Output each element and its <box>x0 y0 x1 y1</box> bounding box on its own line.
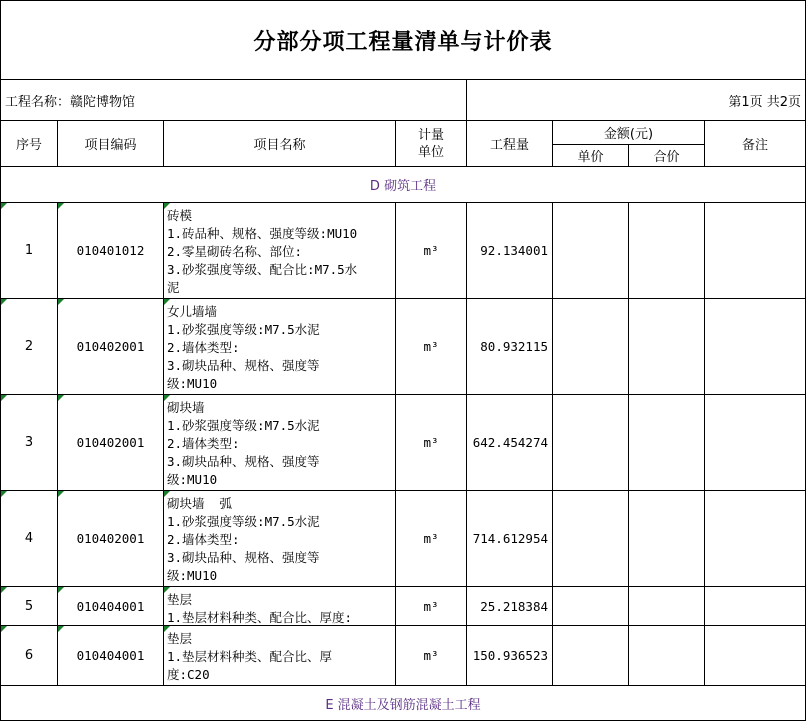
header-unit[interactable]: 计量 单位 <box>396 121 467 167</box>
cell-unit[interactable]: m³ <box>396 491 467 587</box>
cell-indicator-icon <box>1 626 7 632</box>
cell-indicator-icon <box>1 299 7 305</box>
cell-remark[interactable] <box>705 395 806 491</box>
cell-indicator-icon <box>164 299 170 305</box>
cell-code[interactable]: 010404001 <box>58 587 164 626</box>
header-remark[interactable]: 备注 <box>705 121 806 167</box>
cell-remark[interactable] <box>705 203 806 299</box>
cell-indicator-icon <box>1 587 7 593</box>
cell-quantity[interactable]: 25.218384 <box>467 587 553 626</box>
cell-indicator-icon <box>164 626 170 632</box>
cell-indicator-icon <box>58 587 64 593</box>
cell-code[interactable]: 010402001 <box>58 299 164 395</box>
cell-indicator-icon <box>1 491 7 497</box>
header-seq[interactable]: 序号 <box>1 121 58 167</box>
cell-indicator-icon <box>1 395 7 401</box>
cell-indicator-icon <box>58 626 64 632</box>
cell-total-price[interactable] <box>629 203 705 299</box>
cell-indicator-icon <box>164 491 170 497</box>
cell-item-name[interactable]: 垫层 1.垫层材料种类、配合比、厚 度:C20 <box>164 626 396 686</box>
cell-seq[interactable]: 2 <box>1 299 58 395</box>
cell-code[interactable]: 010401012 <box>58 203 164 299</box>
cell-unit-price[interactable] <box>553 491 629 587</box>
cell-quantity[interactable]: 714.612954 <box>467 491 553 587</box>
cell-quantity[interactable]: 80.932115 <box>467 299 553 395</box>
cell-unit[interactable]: m³ <box>396 203 467 299</box>
cell-indicator-icon <box>1 203 7 209</box>
cell-total-price[interactable] <box>629 299 705 395</box>
cell-item-name[interactable]: 砌块墙 弧 1.砂浆强度等级:M7.5水泥 2.墙体类型: 3.砌块品种、规格、强度等 级:MU10 <box>164 491 396 587</box>
section-heading-masonry[interactable]: D 砌筑工程 <box>1 167 806 203</box>
cell-indicator-icon <box>164 395 170 401</box>
cell-item-name[interactable]: 垫层 1.垫层材料种类、配合比、厚度: <box>164 587 396 626</box>
cell-indicator-icon <box>58 299 64 305</box>
header-total-price[interactable]: 合价 <box>629 145 705 167</box>
cell-quantity[interactable]: 150.936523 <box>467 626 553 686</box>
cell-indicator-icon <box>164 587 170 593</box>
cell-seq[interactable]: 5 <box>1 587 58 626</box>
cell-unit-price[interactable] <box>553 299 629 395</box>
cell-unit-price[interactable] <box>553 395 629 491</box>
cell-code[interactable]: 010404001 <box>58 626 164 686</box>
cell-item-name[interactable]: 女儿墙墙 1.砂浆强度等级:M7.5水泥 2.墙体类型: 3.砌块品种、规格、强度等 级:MU10 <box>164 299 396 395</box>
cell-seq[interactable]: 4 <box>1 491 58 587</box>
cell-remark[interactable] <box>705 587 806 626</box>
cell-unit-price[interactable] <box>553 587 629 626</box>
cell-item-name[interactable]: 砖模 1.砖品种、规格、强度等级:MU10 2.零星砌砖名称、部位: 3.砂浆强度等级、配合比:M7.5水 泥 <box>164 203 396 299</box>
page-title[interactable]: 分部分项工程量清单与计价表 <box>1 1 806 80</box>
header-unit-price[interactable]: 单价 <box>553 145 629 167</box>
cell-indicator-icon <box>58 491 64 497</box>
cell-quantity[interactable]: 642.454274 <box>467 395 553 491</box>
cell-remark[interactable] <box>705 491 806 587</box>
cell-remark[interactable] <box>705 299 806 395</box>
cell-total-price[interactable] <box>629 491 705 587</box>
cell-unit-price[interactable] <box>553 626 629 686</box>
cell-seq[interactable]: 3 <box>1 395 58 491</box>
cell-unit[interactable]: m³ <box>396 395 467 491</box>
cell-unit[interactable]: m³ <box>396 299 467 395</box>
cell-indicator-icon <box>58 203 64 209</box>
project-name-cell[interactable]: 工程名称：赣陀博物馆 <box>1 80 467 121</box>
cell-seq[interactable]: 6 <box>1 626 58 686</box>
cell-code[interactable]: 010402001 <box>58 395 164 491</box>
cell-unit[interactable]: m³ <box>396 626 467 686</box>
cell-item-name[interactable]: 砌块墙 1.砂浆强度等级:M7.5水泥 2.墙体类型: 3.砌块品种、规格、强度等 级:MU10 <box>164 395 396 491</box>
cell-total-price[interactable] <box>629 587 705 626</box>
section-heading-concrete[interactable]: E 混凝土及钢筋混凝土工程 <box>1 686 806 721</box>
cell-unit[interactable]: m³ <box>396 587 467 626</box>
page-info-cell[interactable]: 第1页 共2页 <box>467 80 806 121</box>
cell-remark[interactable] <box>705 626 806 686</box>
cell-code[interactable]: 010402001 <box>58 491 164 587</box>
cell-seq[interactable]: 1 <box>1 203 58 299</box>
cell-indicator-icon <box>164 203 170 209</box>
cell-total-price[interactable] <box>629 626 705 686</box>
cell-quantity[interactable]: 92.134001 <box>467 203 553 299</box>
header-code[interactable]: 项目编码 <box>58 121 164 167</box>
cell-indicator-icon <box>58 395 64 401</box>
header-amount[interactable]: 金额(元) <box>553 121 705 145</box>
header-qty[interactable]: 工程量 <box>467 121 553 167</box>
header-name[interactable]: 项目名称 <box>164 121 396 167</box>
cell-unit-price[interactable] <box>553 203 629 299</box>
cell-total-price[interactable] <box>629 395 705 491</box>
